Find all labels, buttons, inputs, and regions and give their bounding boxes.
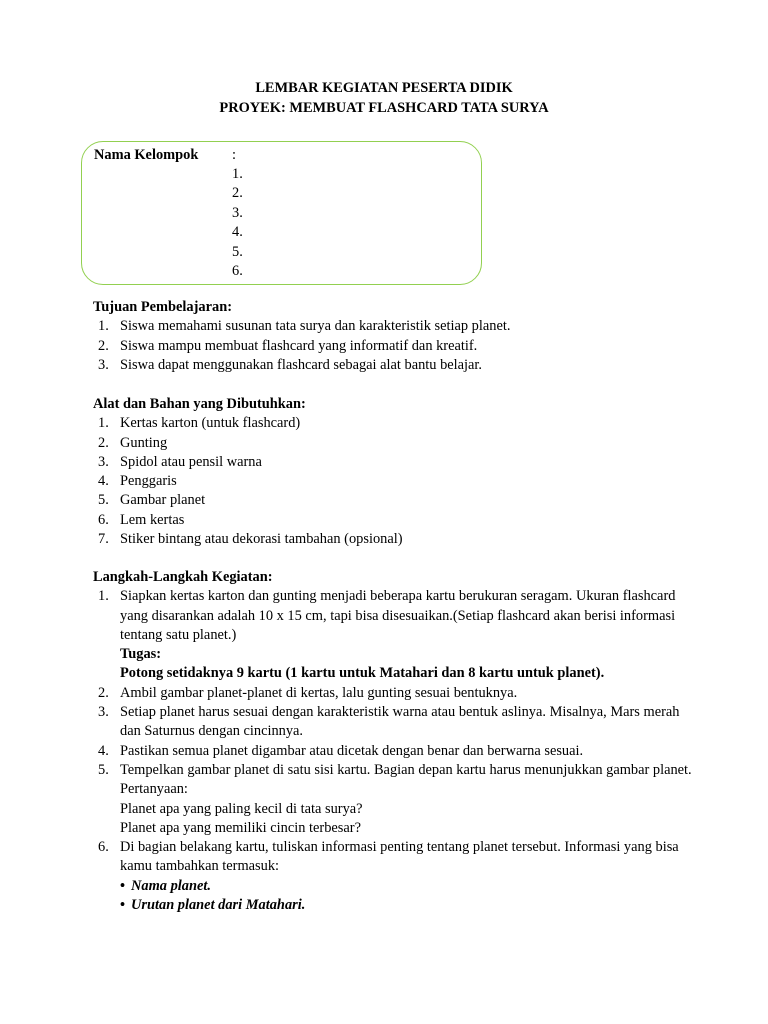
step-text: Di bagian belakang kartu, tuliskan informasi penting tentang planet tersebut. Informasi yang bisa kamu tambahkan termasuk: [120, 839, 679, 875]
step-item [93, 703, 693, 742]
item-text: Spidol atau pensil warna [120, 453, 262, 470]
group-member-slot: 2. [232, 185, 243, 202]
bullet-text: Urutan planet dari Matahari. [131, 897, 306, 914]
info-bullet-list [120, 877, 693, 916]
item-number: 1. [98, 318, 109, 335]
group-name-colon: : [232, 147, 236, 163]
list-item [93, 453, 693, 472]
list-item [93, 434, 693, 453]
materials-list [93, 414, 693, 549]
step-item [93, 587, 693, 683]
question-label: Pertanyaan: [120, 781, 188, 798]
list-item [93, 337, 693, 356]
materials-section [93, 395, 693, 549]
step-text: Setiap planet harus sesuai dengan karakteristik warna atau bentuk aslinya. Misalnya, Mars merah dan Saturnus dengan cincinnya. [120, 704, 680, 740]
item-number: 1. [98, 588, 109, 605]
item-number: 2. [98, 434, 109, 451]
item-text: Gambar planet [120, 492, 206, 509]
materials-heading: Alat dan Bahan yang Dibutuhkan: [93, 396, 306, 412]
item-number: 6. [98, 839, 109, 856]
step-text: Ambil gambar planet-planet di kertas, lalu gunting sesuai bentuknya. [120, 684, 518, 701]
item-number: 4. [98, 742, 109, 759]
group-member-slot: 1. [232, 166, 243, 182]
group-member-slot: 4. [232, 224, 243, 241]
step-item [93, 838, 693, 915]
bullet-text: Nama planet. [131, 877, 211, 894]
item-number: 4. [98, 473, 109, 490]
item-number: 3. [98, 356, 109, 373]
item-number: 1. [98, 415, 109, 432]
item-text: Siswa dapat menggunakan flashcard sebagai alat bantu belajar. [120, 356, 483, 373]
group-member-slot: 3. [232, 204, 243, 221]
objectives-heading: Tujuan Pembelajaran: [93, 299, 232, 315]
item-text: Siswa memahami susunan tata surya dan karakteristik setiap planet. [120, 318, 511, 335]
bullet-icon: • [120, 877, 126, 894]
bullet-icon: • [120, 897, 126, 914]
title-line-1: LEMBAR KEGIATAN PESERTA DIDIK [255, 80, 513, 96]
step-text: Tempelkan gambar planet di satu sisi kartu. Bagian depan kartu harus menunjukkan gambar planet. [120, 761, 692, 778]
item-number: 5. [98, 761, 109, 778]
list-item [93, 511, 693, 530]
group-member-slot: 5. [232, 243, 243, 260]
bullet-item [120, 896, 693, 915]
group-member-slot: 6. [232, 263, 243, 280]
item-number: 7. [98, 531, 109, 548]
step-item [93, 761, 693, 838]
bullet-item [120, 877, 693, 896]
item-number: 3. [98, 704, 109, 721]
title-line-2: PROYEK: MEMBUAT FLASHCARD TATA SURYA [219, 99, 549, 116]
item-number: 2. [98, 337, 109, 354]
step-text: Pastikan semua planet digambar atau dicetak dengan benar dan berwarna sesuai. [120, 742, 584, 759]
item-text: Kertas karton (untuk flashcard) [120, 415, 301, 432]
item-number: 5. [98, 492, 109, 509]
item-text: Lem kertas [120, 511, 185, 528]
item-number: 3. [98, 453, 109, 470]
item-text: Gunting [120, 434, 168, 451]
task-text: Potong setidaknya 9 kartu (1 kartu untuk Matahari dan 8 kartu untuk planet). [120, 665, 605, 682]
list-item [93, 530, 693, 549]
objectives-list [93, 317, 693, 375]
step-item [93, 684, 693, 703]
group-member-list [232, 165, 243, 281]
item-number: 2. [98, 684, 109, 701]
document-title [0, 79, 768, 118]
item-text: Siswa mampu membuat flashcard yang informatif dan kreatif. [120, 337, 478, 354]
steps-section [93, 568, 693, 915]
item-text: Penggaris [120, 473, 177, 490]
item-text: Stiker bintang atau dekorasi tambahan (opsional) [120, 531, 403, 548]
list-item [93, 356, 693, 375]
group-name-label: Nama Kelompok [94, 147, 199, 163]
question-2: Planet apa yang memiliki cincin terbesar? [120, 819, 361, 836]
steps-heading: Langkah-Langkah Kegiatan: [93, 569, 273, 585]
list-item [93, 317, 693, 336]
question-1: Planet apa yang paling kecil di tata surya? [120, 800, 363, 817]
objectives-section [93, 298, 693, 375]
steps-list [93, 587, 693, 915]
task-label: Tugas: [120, 646, 162, 663]
item-number: 6. [98, 511, 109, 528]
step-item [93, 742, 693, 761]
list-item [93, 491, 693, 510]
list-item [93, 414, 693, 433]
group-name-box [81, 141, 482, 285]
list-item [93, 472, 693, 491]
step-text: Siapkan kertas karton dan gunting menjadi beberapa kartu berukuran seragam. Ukuran flashcard yang disarankan adalah 10 x 15 cm, tapi bisa disesuaikan.(Setiap flashcard akan berisi informasi tentang satu planet.) [120, 588, 676, 643]
